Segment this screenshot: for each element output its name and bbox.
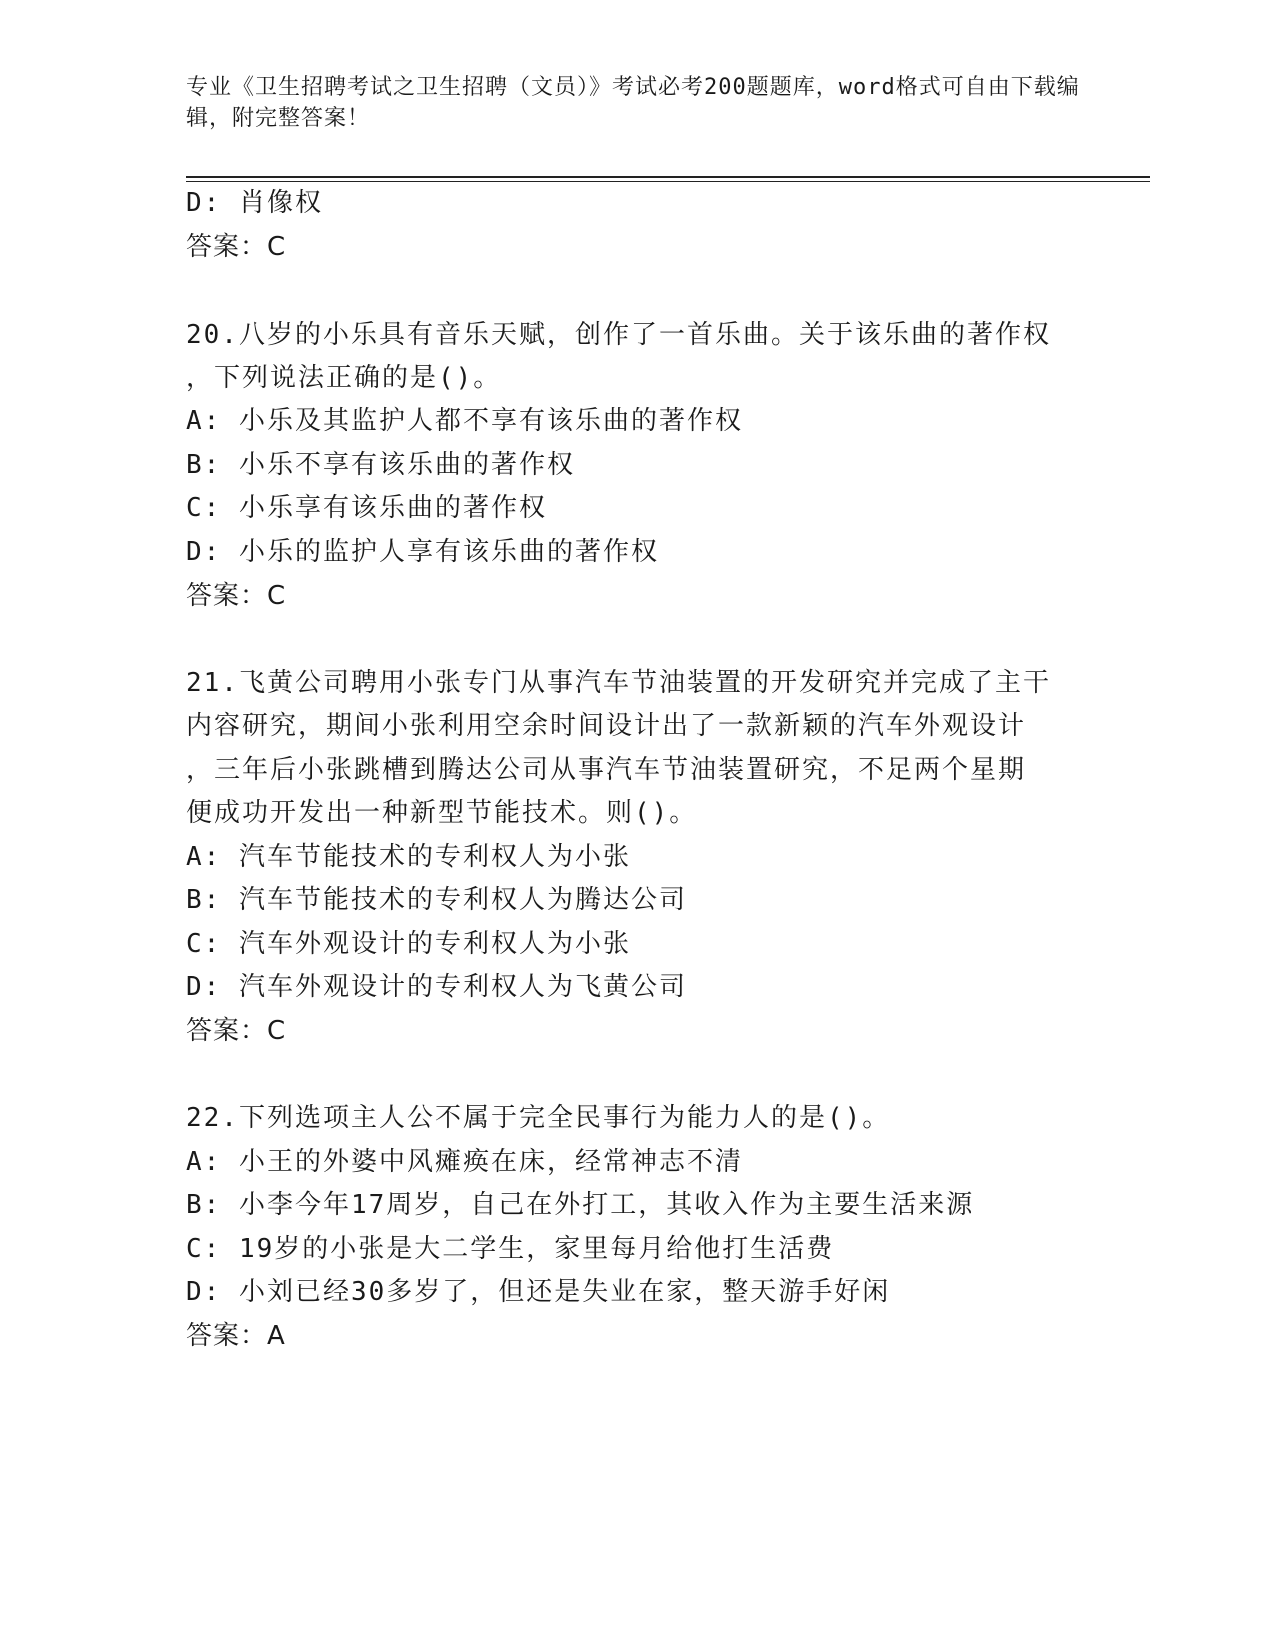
prev-option-d: D: 肖像权 [186,188,323,218]
q22-option-b: B: 小李今年17周岁，自己在外打工，其收入作为主要生活来源 [186,1190,975,1220]
q21-stem-line-2: 内容研究，期间小张利用空余时间设计出了一款新颖的汽车外观设计 [186,711,1027,741]
q21-option-a: A: 汽车节能技术的专利权人为小张 [186,842,631,872]
q20-option-d: D: 小乐的监护人享有该乐曲的著作权 [186,537,659,567]
q21-option-d: D: 汽车外观设计的专利权人为飞黄公司 [186,972,687,1002]
q21-stem-line-3: ，三年后小张跳槽到腾达公司从事汽车节油装置研究，不足两个星期 [186,755,1027,785]
q20-answer: 答案：C [186,581,287,611]
q21-stem-line-4: 便成功开发出一种新型节能技术。则()。 [186,798,698,828]
header-rule-thick [186,176,1150,178]
q21-option-c: C: 汽车外观设计的专利权人为小张 [186,929,631,959]
q20-option-a: A: 小乐及其监护人都不享有该乐曲的著作权 [186,406,743,436]
q20-option-b: B: 小乐不享有该乐曲的著作权 [186,450,575,480]
q20-stem-line-1: 20.八岁的小乐具有音乐天赋，创作了一首乐曲。关于该乐曲的著作权 [186,320,1051,350]
q20-option-c: C: 小乐享有该乐曲的著作权 [186,493,547,523]
q22-stem-line-1: 22.下列选项主人公不属于完全民事行为能力人的是()。 [186,1103,891,1133]
q21-option-b: B: 汽车节能技术的专利权人为腾达公司 [186,885,687,915]
q22-option-c: C: 19岁的小张是大二学生，家里每月给他打生活费 [186,1234,835,1264]
q22-answer: 答案：A [186,1321,286,1351]
q22-option-a: A: 小王的外婆中风瘫痪在床，经常神志不清 [186,1147,743,1177]
q21-answer: 答案：C [186,1016,287,1046]
prev-answer: 答案：C [186,232,287,262]
q20-stem-line-2: ，下列说法正确的是()。 [186,363,502,393]
q21-stem-line-1: 21.飞黄公司聘用小张专门从事汽车节油装置的开发研究并完成了主干 [186,668,1051,698]
q22-option-d: D: 小刘已经30多岁了，但还是失业在家，整天游手好闲 [186,1277,891,1307]
document-header: 专业《卫生招聘考试之卫生招聘（文员）》考试必考200题题库，word格式可自由下载编辑，附完整答案！ [186,75,1080,131]
header-rule-thin [186,181,1150,182]
